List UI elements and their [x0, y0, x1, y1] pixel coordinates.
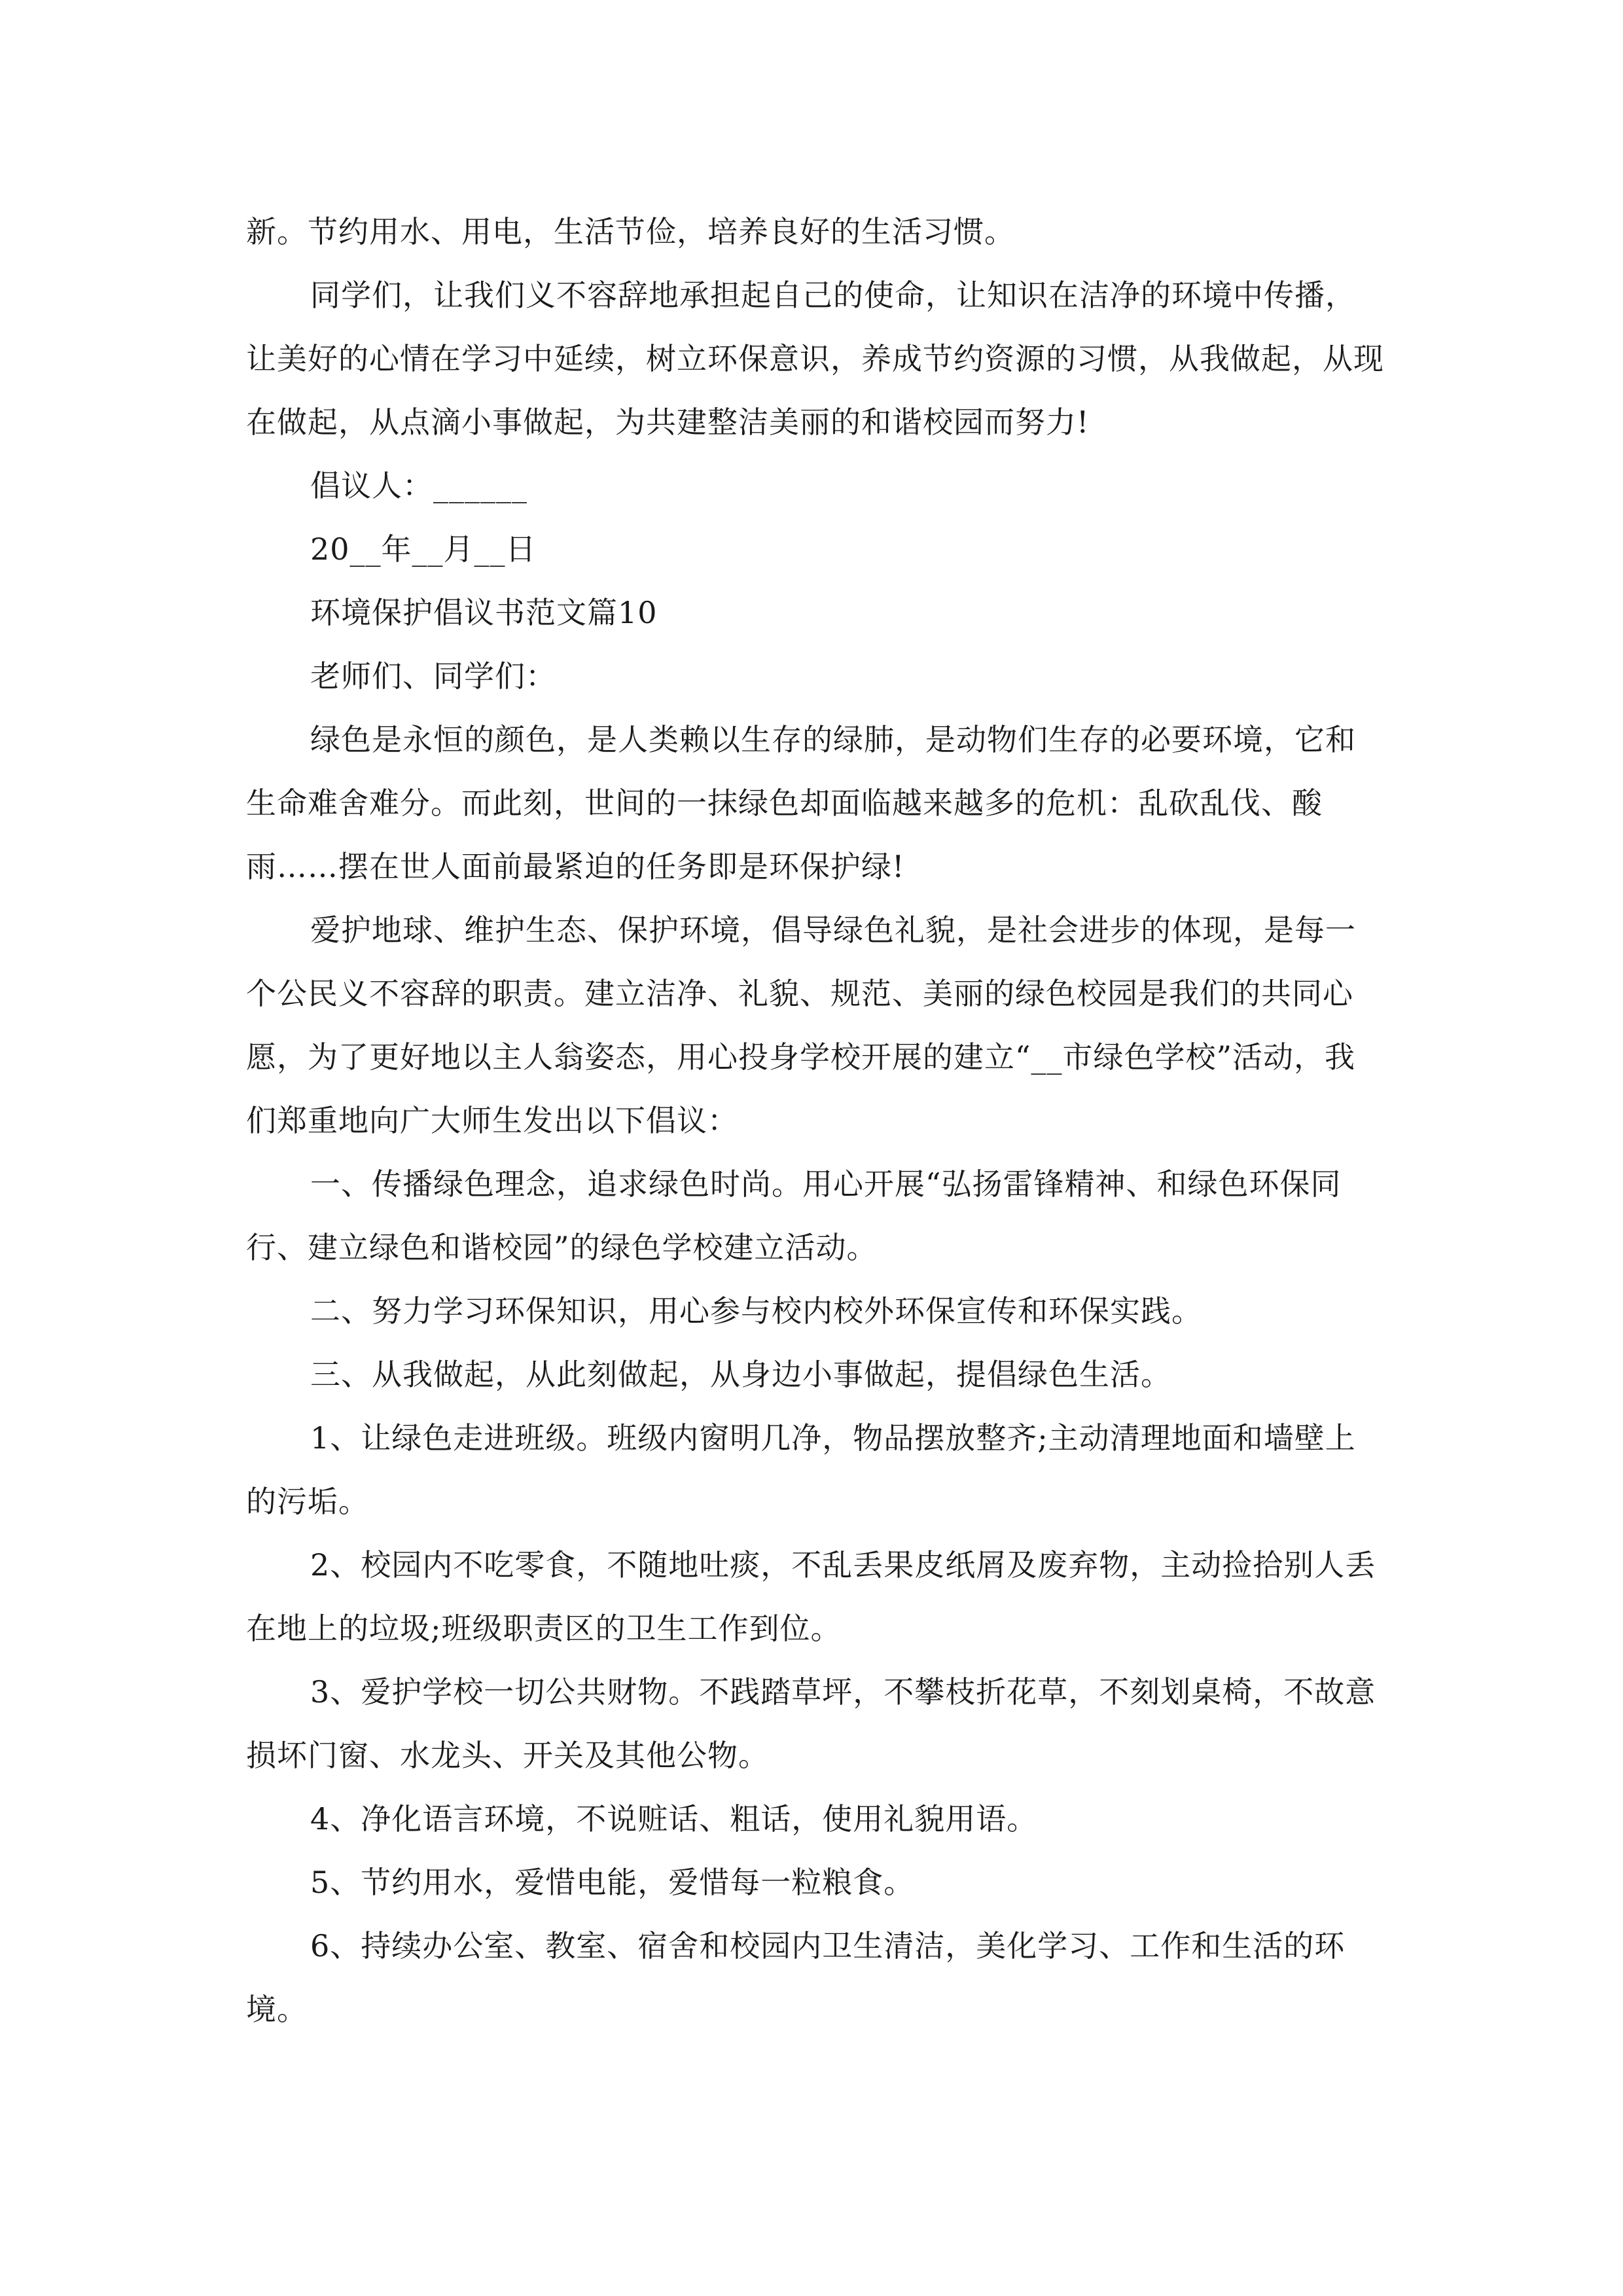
signature-line: 倡议人：______ — [310, 468, 527, 503]
proposal-item-3: 三、从我做起，从此刻做起，从身边小事做起，提倡绿色生活。 — [310, 1357, 1171, 1392]
salutation: 老师们、同学们： — [310, 658, 556, 694]
list-item-6: 6、持续办公室、教室、宿舍和校园内卫生清洁，美化学习、工作和生活的环境。 — [246, 1928, 1346, 2027]
list-item-2: 2、校园内不吃零食，不随地吐痰，不乱丢果皮纸屑及废弃物，主动捡拾别人丢在地上的垃圾;班级职责区的卫生工作到位。 — [246, 1547, 1376, 1646]
document-body — [246, 200, 1385, 2041]
list-item-4: 4、净化语言环境，不说赃话、粗话，使用礼貌用语。 — [310, 1801, 1038, 1837]
list-item-3: 3、爱护学校一切公共财物。不践踏草坪，不攀枝折花草，不刻划桌椅，不故意损坏门窗、水龙头、开关及其他公物。 — [246, 1674, 1376, 1773]
paragraph-continuation: 新。节约用水、用电，生活节俭，培养良好的生活习惯。 — [246, 214, 1015, 249]
list-item-1: 1、让绿色走进班级。班级内窗明几净，物品摆放整齐;主动清理地面和墙壁上的污垢。 — [246, 1420, 1356, 1519]
paragraph-intro: 绿色是永恒的颜色，是人类赖以生存的绿肺，是动物们生存的必要环境，它和生命难舍难分。而此刻，世间的一抹绿色却面临越来越多的危机：乱砍乱伐、酸雨……摆在世人面前最紧迫的任务即是环保护绿! — [246, 722, 1356, 884]
paragraph-appeal: 同学们，让我们义不容辞地承担起自己的使命，让知识在洁净的环境中传播，让美好的心情在学习中延续，树立环保意识，养成节约资源的习惯，从我做起，从现在做起，从点滴小事做起，为共建整洁美丽的和谐校园而努力! — [246, 278, 1384, 440]
section-title: 环境保护倡议书范文篇10 — [310, 595, 658, 630]
proposal-item-2: 二、努力学习环保知识，用心参与校内校外环保宣传和环保实践。 — [310, 1293, 1202, 1329]
list-item-5: 5、节约用水，爱惜电能，爱惜每一粒粮食。 — [310, 1865, 915, 1900]
date-line: 20__年__月__日 — [310, 531, 537, 567]
paragraph-proposal: 爱护地球、维护生态、保护环境，倡导绿色礼貌，是社会进步的体现，是每一个公民义不容辞的职责。建立洁净、礼貌、规范、美丽的绿色校园是我们的共同心愿，为了更好地以主人翁姿态，用心投身学校开展的建立“__市绿色学校”活动，我们郑重地向广大师生发出以下倡议： — [246, 912, 1356, 1138]
proposal-item-1: 一、传播绿色理念，追求绿色时尚。用心开展“弘扬雷锋精神、和绿色环保同行、建立绿色和谐校园”的绿色学校建立活动。 — [246, 1166, 1342, 1265]
